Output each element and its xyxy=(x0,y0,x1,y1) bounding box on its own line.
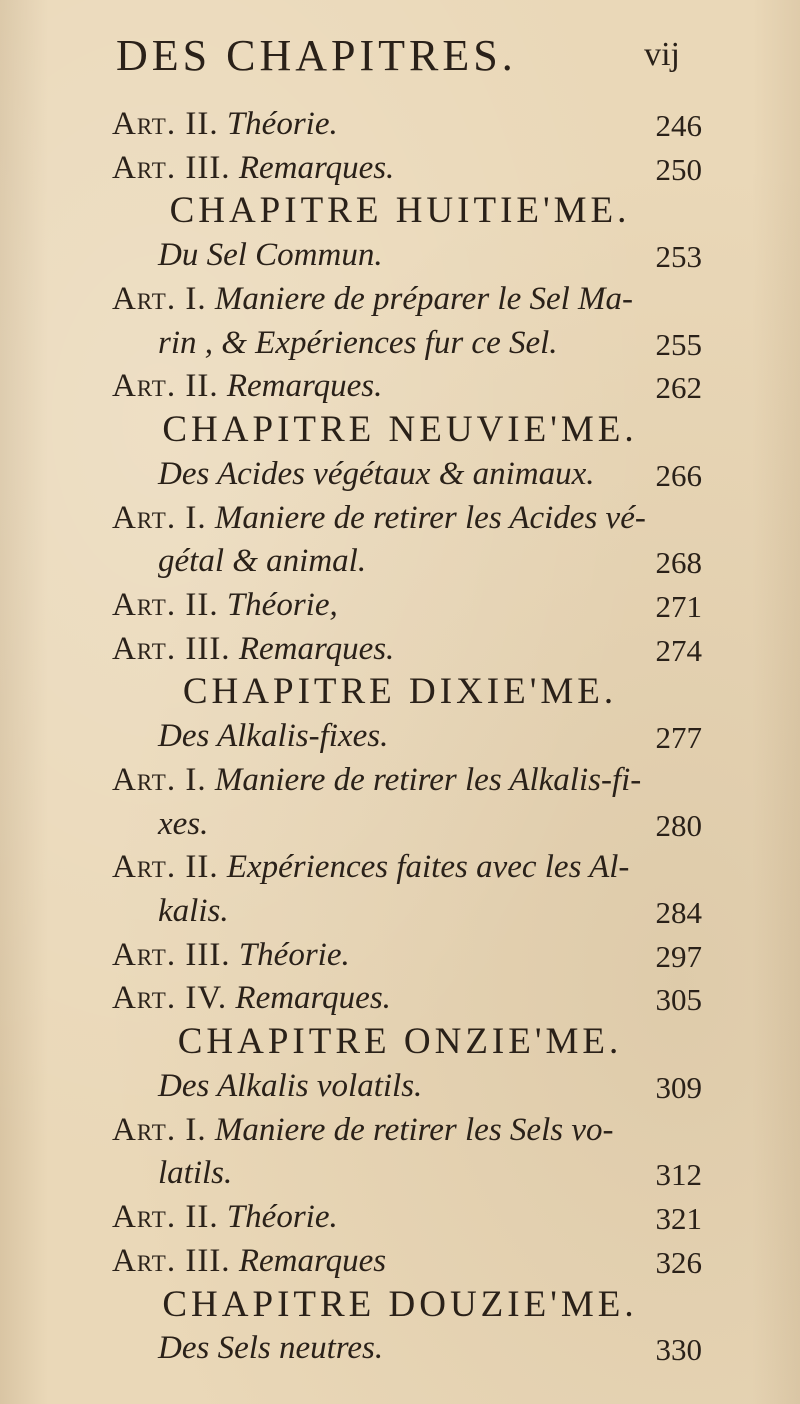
entry-title: Théorie, xyxy=(226,586,338,623)
entry-page: 266 xyxy=(655,457,702,493)
entry-page: 255 xyxy=(655,326,702,362)
entry-title: Maniere de retirer les Alkalis-fi- xyxy=(214,761,642,798)
chapter-subtitle: Des Sels neutres. xyxy=(158,1330,384,1367)
entry-title: Maniere de retirer les Acides vé- xyxy=(214,499,646,536)
entry-page: 268 xyxy=(655,545,702,581)
article-number: Art. III. xyxy=(112,936,231,973)
entry-page: 321 xyxy=(655,1201,702,1237)
article-number: Art. II. xyxy=(112,1199,219,1236)
article-number: Art. I. xyxy=(112,499,207,536)
entry-title: Remarques. xyxy=(238,149,395,186)
page-number: vij xyxy=(644,36,680,73)
entry-page: 280 xyxy=(655,807,702,843)
article-number: Art. II. xyxy=(112,586,219,623)
entry-continuation: kalis. xyxy=(158,893,229,930)
entry-page: 284 xyxy=(655,895,702,931)
running-title: DES CHAPITRES. xyxy=(116,30,517,80)
entry-continuation: xes. xyxy=(158,805,209,842)
chapter-heading: CHAPITRE ONZIE'ME. xyxy=(177,1021,623,1063)
chapter-heading: CHAPITRE NEUVIE'ME. xyxy=(162,409,638,451)
page-header xyxy=(100,22,700,88)
entry-page: 326 xyxy=(655,1244,702,1280)
entry-continuation: latils. xyxy=(158,1155,233,1192)
entry-title: Théorie. xyxy=(226,106,338,142)
entry-title: Expériences faites avec les Al- xyxy=(226,849,630,886)
entry-title: Maniere de préparer le Sel Ma- xyxy=(214,280,634,317)
entry-title: Maniere de retirer les Sels vo- xyxy=(214,1111,614,1148)
entry-page: 250 xyxy=(655,151,702,187)
article-number: Art. III. xyxy=(112,1242,231,1279)
chapter-subtitle: Des Acides végétaux & animaux. xyxy=(158,455,595,492)
chapter-subtitle: Des Alkalis volatils. xyxy=(158,1067,423,1104)
article-number: Art. II. xyxy=(112,106,219,142)
entry-page: 305 xyxy=(655,982,702,1018)
article-number: Art. I. xyxy=(112,761,207,798)
chapter-heading: CHAPITRE HUITIE'ME. xyxy=(169,190,631,232)
entry-page: 297 xyxy=(655,938,702,974)
article-number: Art. II. xyxy=(112,368,219,405)
chapter-heading: CHAPITRE DOUZIE'ME. xyxy=(162,1283,638,1325)
entry-title: Remarques. xyxy=(238,630,395,667)
entry-title: Remarques xyxy=(230,1242,387,1279)
entry-page: 312 xyxy=(655,1157,702,1193)
entry-continuation: rin , & Expériences fur ce Sel. xyxy=(158,324,558,361)
article-number: Art. I. xyxy=(112,280,207,317)
entry-title: Remarques. xyxy=(235,980,391,1017)
chapter-heading: CHAPITRE DIXIE'ME. xyxy=(182,671,618,713)
entry-page: 246 xyxy=(655,108,702,143)
entry-page: 277 xyxy=(655,720,702,756)
article-number: Art. I. xyxy=(112,1111,207,1148)
chapter-subtitle: Des Alkalis-fixes. xyxy=(158,718,389,755)
article-number: Art. III. xyxy=(112,630,231,667)
entry-page: 271 xyxy=(655,588,702,624)
entry-title: Théorie. xyxy=(218,1199,338,1236)
entry-page: 274 xyxy=(655,632,702,668)
article-number: Art. III. xyxy=(112,149,231,186)
entry-page: 330 xyxy=(655,1332,702,1368)
entry-title: Théorie. xyxy=(238,936,350,973)
entry-title: Remarques. xyxy=(226,368,383,405)
chapter-subtitle: Du Sel Commun. xyxy=(158,237,383,274)
toc-entry xyxy=(0,1324,800,1384)
entry-page: 253 xyxy=(655,239,702,275)
article-number: Art. II. xyxy=(112,849,219,886)
article-number: Art. IV. xyxy=(112,980,228,1017)
entry-continuation: gétal & animal. xyxy=(158,543,367,580)
entry-page: 262 xyxy=(655,370,702,406)
entry-page: 309 xyxy=(655,1069,702,1105)
